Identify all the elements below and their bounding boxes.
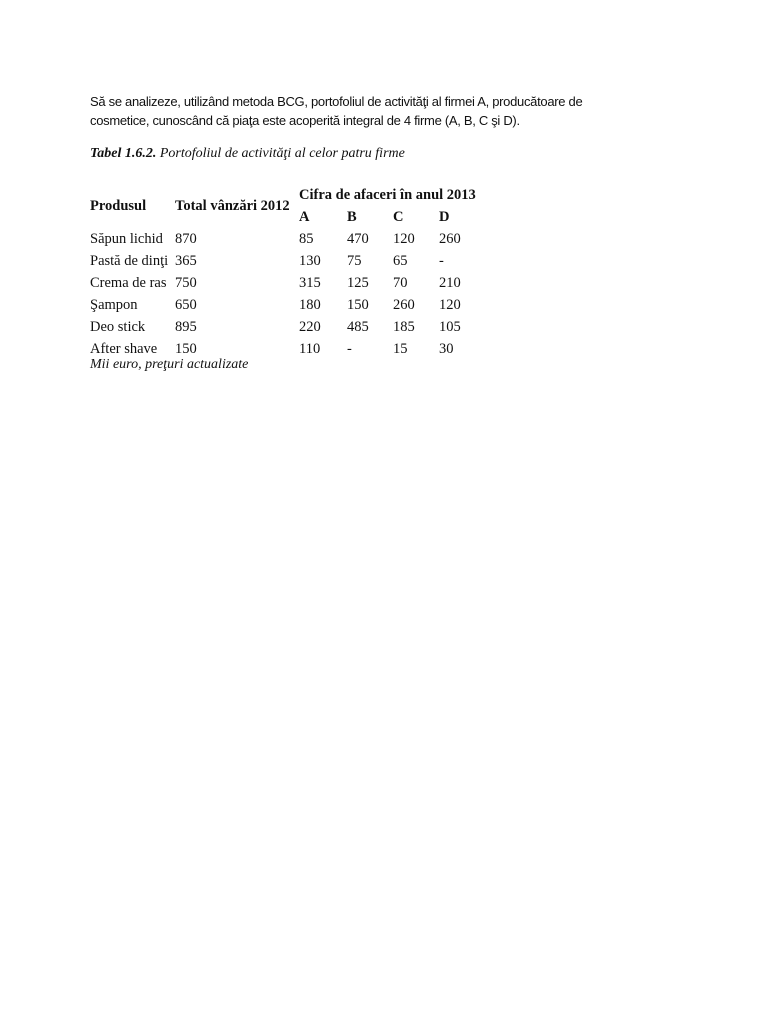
cell-firm-d: 120 xyxy=(439,297,461,313)
cell-firm-d: 210 xyxy=(439,275,461,291)
cell-firm-d: 260 xyxy=(439,231,461,247)
cell-total: 870 xyxy=(175,231,197,247)
cell-product: Pastă de dinţi xyxy=(90,253,169,269)
table-caption-label: Tabel 1.6.2. xyxy=(90,146,157,161)
cell-total: 650 xyxy=(175,297,197,313)
cell-firm-b: 470 xyxy=(347,231,369,247)
cell-firm-d: 105 xyxy=(439,319,461,335)
cell-firm-c: 260 xyxy=(393,297,415,313)
cell-firm-c: 15 xyxy=(393,341,408,357)
cell-firm-a: 130 xyxy=(299,253,321,269)
cell-product: Şampon xyxy=(90,297,138,313)
cell-firm-a: 315 xyxy=(299,275,321,291)
portfolio-table xyxy=(90,184,489,360)
header-revenue-group: Cifra de afaceri în anul 2013 xyxy=(299,187,476,203)
cell-total: 895 xyxy=(175,319,197,335)
header-total-sales: Total vânzări 2012 xyxy=(175,198,290,214)
header-firm-c: C xyxy=(393,209,404,225)
table-caption-text: Portofoliul de activităţi al celor patru firme xyxy=(156,146,405,161)
table-row xyxy=(90,294,489,316)
cell-total: 365 xyxy=(175,253,197,269)
cell-firm-d: - xyxy=(439,253,444,269)
cell-firm-c: 185 xyxy=(393,319,415,335)
cell-firm-b: 75 xyxy=(347,253,362,269)
cell-firm-b: 150 xyxy=(347,297,369,313)
header-firm-d: D xyxy=(439,209,450,225)
cell-total: 750 xyxy=(175,275,197,291)
header-firm-b: B xyxy=(347,209,357,225)
table-header-row-1 xyxy=(90,184,489,206)
table-row xyxy=(90,316,489,338)
cell-firm-d: 30 xyxy=(439,341,454,357)
header-firm-a: A xyxy=(299,209,310,225)
cell-total: 150 xyxy=(175,341,197,357)
cell-firm-c: 65 xyxy=(393,253,408,269)
cell-firm-a: 180 xyxy=(299,297,321,313)
table-row xyxy=(90,228,489,250)
cell-firm-b: - xyxy=(347,341,352,357)
cell-product: After shave xyxy=(90,341,158,357)
cell-firm-a: 110 xyxy=(299,341,321,357)
problem-statement-line-1: Să se analizeze, utilizând metoda BCG, portofoliul de activităţi al firmei A, producătoare de xyxy=(90,94,583,109)
problem-statement xyxy=(90,92,690,130)
table-note: Mii euro, preţuri actualizate xyxy=(90,357,249,372)
table-caption xyxy=(90,146,405,162)
problem-statement-line-2: cosmetice, cunoscând că piaţa este acoperită integral de 4 firme (A, B, C şi D). xyxy=(90,113,520,128)
cell-firm-c: 70 xyxy=(393,275,408,291)
cell-product: Crema de ras xyxy=(90,275,167,291)
cell-product: Deo stick xyxy=(90,319,146,335)
table-row xyxy=(90,250,489,272)
cell-firm-a: 220 xyxy=(299,319,321,335)
cell-firm-a: 85 xyxy=(299,231,314,247)
header-product: Produsul xyxy=(90,198,147,214)
table-row xyxy=(90,272,489,294)
cell-product: Săpun lichid xyxy=(90,231,163,247)
cell-firm-b: 125 xyxy=(347,275,369,291)
cell-firm-c: 120 xyxy=(393,231,415,247)
cell-firm-b: 485 xyxy=(347,319,369,335)
